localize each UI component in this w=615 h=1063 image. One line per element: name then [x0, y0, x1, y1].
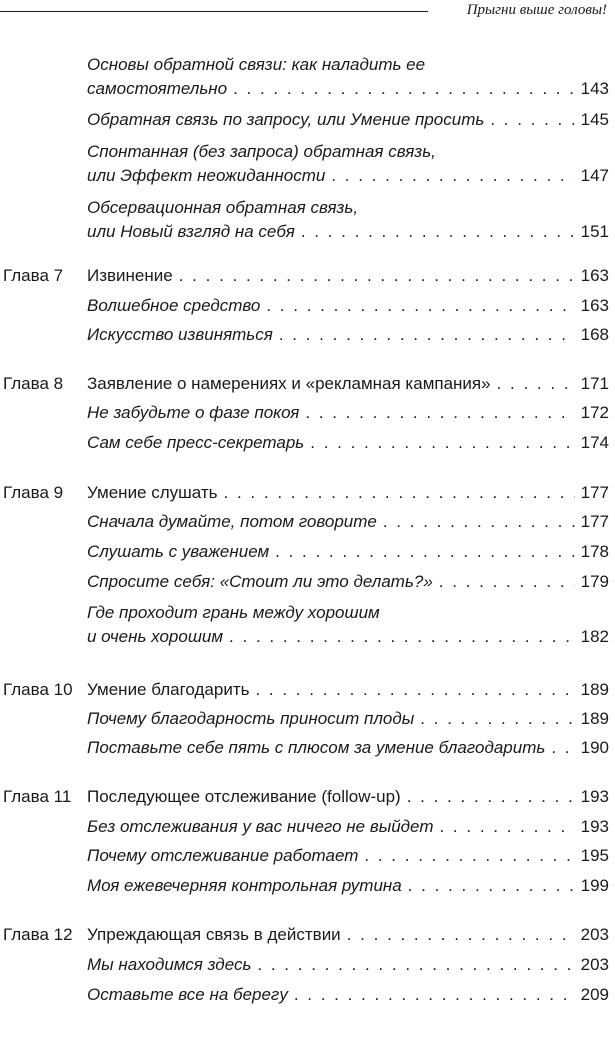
entry-title: Оставьте все на берегу — [87, 985, 288, 1004]
running-title: Прыгни выше головы! — [466, 2, 607, 18]
entry-title: Умение благодарить — [87, 680, 250, 699]
entry-title: Сам себе пресс-секретарь — [87, 433, 305, 452]
page-number: 151 — [580, 222, 609, 241]
running-header — [0, 0, 615, 24]
toc-line — [87, 735, 609, 761]
toc-line — [87, 784, 609, 810]
entry-title: Слушать с уважением — [87, 542, 270, 561]
dot-leader — [551, 735, 574, 761]
entry-title: Волшебное средство — [87, 296, 261, 315]
dot-leader — [331, 163, 574, 189]
toc-line — [87, 982, 609, 1008]
dot-leader — [407, 784, 575, 810]
entry-title: Без отслеживания у вас ничего не выйдет — [87, 817, 434, 836]
toc-line — [87, 322, 609, 348]
dot-leader — [179, 263, 575, 289]
toc-line — [87, 139, 609, 165]
chapter-number: Глава 9 — [3, 483, 64, 502]
toc-line — [87, 873, 609, 899]
page-number: 199 — [580, 876, 609, 895]
toc-line — [87, 219, 609, 245]
dot-leader — [490, 107, 574, 133]
dot-leader — [294, 982, 575, 1008]
page-number: 203 — [580, 955, 609, 974]
dot-leader — [439, 569, 575, 595]
toc-line — [87, 569, 609, 595]
toc-line — [87, 600, 609, 626]
page-number: 177 — [580, 512, 609, 531]
dot-leader — [275, 539, 575, 565]
dot-leader — [310, 430, 574, 456]
header-rule — [0, 11, 428, 12]
dot-leader — [408, 873, 575, 899]
toc-line — [87, 480, 609, 506]
page-number: 145 — [580, 110, 609, 129]
entry-title: Обратная связь по запросу, или Умение просить — [87, 110, 485, 129]
toc-line — [87, 163, 609, 189]
dot-leader — [383, 509, 575, 535]
page-number: 182 — [580, 627, 609, 646]
chapter-number: Глава 10 — [3, 680, 73, 699]
dot-leader — [347, 922, 575, 948]
entry-title: Спонтанная (без запроса) обратная связь, — [87, 142, 436, 161]
entry-title: Умение слушать — [87, 483, 218, 502]
dot-leader — [229, 624, 575, 650]
page-number: 168 — [580, 325, 609, 344]
toc-line — [87, 539, 609, 565]
toc-line — [87, 677, 609, 703]
toc-line — [87, 843, 609, 869]
chapter-number: Глава 11 — [3, 787, 72, 806]
page-number: 163 — [580, 266, 609, 285]
toc-line — [87, 371, 609, 397]
entry-title: Спросите себя: «Стоит ли это делать?» — [87, 572, 433, 591]
chapter-number: Глава 7 — [3, 266, 64, 285]
toc-line — [87, 509, 609, 535]
page-number: 174 — [580, 433, 609, 452]
page-number: 147 — [580, 166, 609, 185]
dot-leader — [233, 76, 575, 102]
entry-title: Извинение — [87, 266, 173, 285]
toc-line — [87, 922, 609, 948]
toc-line — [87, 52, 609, 78]
entry-title: Сначала думайте, потом говорите — [87, 512, 377, 531]
page-number: 178 — [580, 542, 609, 561]
dot-leader — [305, 400, 574, 426]
entry-title: Где проходит грань между хорошим — [87, 603, 380, 622]
page-number: 193 — [580, 817, 609, 836]
page-number: 189 — [580, 709, 609, 728]
chapter-number: Глава 8 — [3, 374, 64, 393]
dot-leader — [497, 371, 575, 397]
toc-line — [87, 293, 609, 319]
entry-title: Основы обратной связи: как наладить ее — [87, 55, 426, 74]
toc-line — [87, 400, 609, 426]
dot-leader — [364, 843, 574, 869]
page-number: 203 — [580, 925, 609, 944]
toc-line — [87, 814, 609, 840]
dot-leader — [266, 293, 574, 319]
entry-title: и очень хорошим — [87, 627, 224, 646]
dot-leader — [301, 219, 575, 245]
dot-leader — [224, 480, 575, 506]
toc-line — [87, 76, 609, 102]
toc-line — [87, 706, 609, 732]
chapter-number: Глава 12 — [3, 925, 73, 944]
toc-line — [87, 952, 609, 978]
entry-title: Не забудьте о фазе покоя — [87, 403, 300, 422]
page-number: 189 — [580, 680, 609, 699]
toc-line — [87, 263, 609, 289]
dot-leader — [279, 322, 575, 348]
entry-title: Последующее отслеживание (follow-up) — [87, 787, 401, 806]
entry-title: Искусство извиняться — [87, 325, 273, 344]
entry-title: самостоятельно — [87, 79, 228, 98]
entry-title: Упреждающая связь в действии — [87, 925, 341, 944]
toc-line — [87, 195, 609, 221]
dot-leader — [439, 814, 574, 840]
entry-title: Моя ежевечерняя контрольная рутина — [87, 876, 402, 895]
entry-title: Заявление о намерениях и «рекламная кампания» — [87, 374, 491, 393]
dot-leader — [420, 706, 574, 732]
entry-title: Почему благодарность приносит плоды — [87, 709, 415, 728]
page-number: 172 — [580, 403, 609, 422]
entry-title: Почему отслеживание работает — [87, 846, 359, 865]
toc-line — [87, 624, 609, 650]
page-number: 171 — [580, 374, 609, 393]
page-number: 193 — [580, 787, 609, 806]
entry-title: Поставьте себе пять с плюсом за умение благодарить — [87, 738, 546, 757]
entry-title: или Эффект неожиданности — [87, 166, 326, 185]
page-number: 177 — [580, 483, 609, 502]
toc-line — [87, 430, 609, 456]
entry-title: Обсервационная обратная связь, — [87, 198, 359, 217]
toc-line — [87, 107, 609, 133]
dot-leader — [255, 677, 574, 703]
entry-title: или Новый взгляд на себя — [87, 222, 295, 241]
entry-title: Мы находимся здесь — [87, 955, 252, 974]
page-number: 209 — [580, 985, 609, 1004]
page-number: 179 — [580, 572, 609, 591]
page-number: 195 — [580, 846, 609, 865]
dot-leader — [257, 952, 574, 978]
page-number: 143 — [580, 79, 609, 98]
page-number: 190 — [580, 738, 609, 757]
page-number: 163 — [580, 296, 609, 315]
